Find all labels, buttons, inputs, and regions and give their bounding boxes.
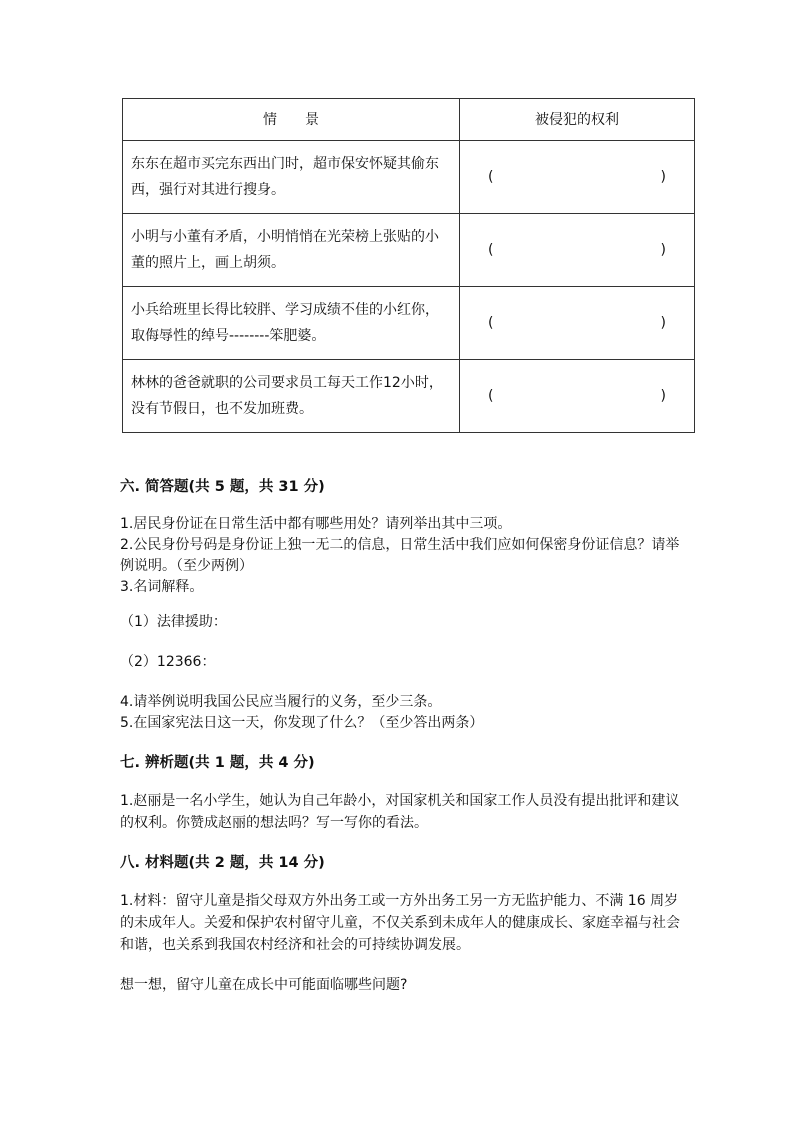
question-6-5: 5.在国家宪法日这一天，你发现了什么？（至少答出两条） <box>120 715 484 731</box>
answer-blank <box>460 214 695 287</box>
section-8-title: 八. 材料题(共 2 题，共 14 分) <box>120 855 325 871</box>
table-row <box>123 141 695 214</box>
answer-blank <box>460 360 695 433</box>
table-row <box>123 214 695 287</box>
open-paren: ( <box>488 315 494 331</box>
scene-text: 小明与小董有矛盾，小明悄悄在光荣榜上张贴的小董的照片上，画上胡须。 <box>123 214 460 287</box>
scene-text: 小兵给班里长得比较胖、学习成绩不佳的小红你，取侮辱性的绰号--------笨肥婆。 <box>123 287 460 360</box>
question-6-3-1: （1）法律援助： <box>120 614 227 630</box>
table-row <box>123 360 695 433</box>
table-row <box>123 287 695 360</box>
question-6-3: 3.名词解释。 <box>120 579 204 595</box>
close-paren: ) <box>660 242 666 258</box>
question-6-4: 4.请举例说明我国公民应当履行的义务，至少三条。 <box>120 694 442 710</box>
header-violated-right: 被侵犯的权利 <box>460 99 695 141</box>
question-6-3-2: （2）12366： <box>120 654 216 670</box>
answer-blank <box>460 141 695 214</box>
question-7-1: 1.赵丽是一名小学生，她认为自己年龄小，对国家机关和国家工作人员没有提出批评和建议的权利。你赞成赵丽的想法吗？写一写你的看法。 <box>120 793 680 831</box>
question-8-1-material: 1.材料：留守儿童是指父母双方外出务工或一方外出务工另一方无监护能力、不满 16 周岁的未成年人。关爱和保护农村留守儿童，不仅关系到未成年人的健康成长、家庭幸福与社会和谐，也关系到我国农村经济和社会的可持续协调发展。 <box>120 893 680 953</box>
answer-blank <box>460 287 695 360</box>
close-paren: ) <box>660 169 666 185</box>
table-header-row <box>123 99 695 141</box>
question-6-2: 2.公民身份号码是身份证上独一无二的信息，日常生活中我们应如何保密身份证信息？请举例说明。（至少两例） <box>120 537 680 574</box>
open-paren: ( <box>488 388 494 404</box>
close-paren: ) <box>660 388 666 404</box>
close-paren: ) <box>660 315 666 331</box>
scene-text: 东东在超市买完东西出门时，超市保安怀疑其偷东西，强行对其进行搜身。 <box>123 141 460 214</box>
question-6-1: 1.居民身份证在日常生活中都有哪些用处？请列举出其中三项。 <box>120 516 512 532</box>
questions-content <box>120 474 680 996</box>
rights-table <box>122 98 695 433</box>
open-paren: ( <box>488 169 494 185</box>
section-6-title: 六. 简答题(共 5 题，共 31 分) <box>120 479 325 495</box>
header-scene: 情 景 <box>123 99 460 141</box>
question-8-1-prompt: 想一想，留守儿童在成长中可能面临哪些问题? <box>120 977 408 993</box>
scene-text: 林林的爸爸就职的公司要求员工每天工作12小时，没有节假日，也不发加班费。 <box>123 360 460 433</box>
section-7-title: 七. 辨析题(共 1 题，共 4 分) <box>120 755 315 771</box>
open-paren: ( <box>488 242 494 258</box>
